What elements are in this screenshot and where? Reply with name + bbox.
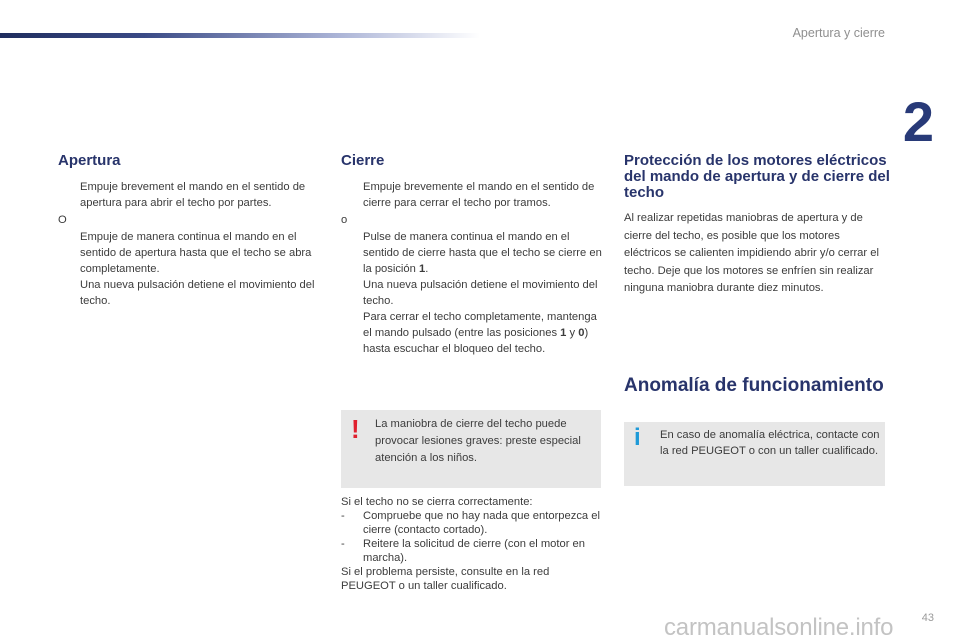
cierre-separator: o	[341, 214, 348, 226]
anomalia-heading: Anomalía de funcionamiento	[624, 375, 884, 396]
cierre-item-3: Para cerrar el techo completamente, mantenga el mando pulsado (entre las posiciones 1 y 0) hasta escuchar el bloqueo del techo.	[363, 311, 597, 355]
anomalia-section	[624, 375, 890, 396]
apertura-separator: O	[58, 214, 67, 226]
cierre-item-2: Pulse de manera continua el mando en el sentido de cierre hasta que el techo se cierre en la posición 1. Una nueva pulsación detiene el movimiento del techo.	[363, 231, 602, 307]
warning-text: La maniobra de cierre del techo puede provocar lesiones graves: preste especial atención a los niños.	[375, 418, 581, 464]
watermark: carmanualsonline.info	[664, 614, 894, 640]
failure-outro: Si el problema persiste, consulte en la red PEUGEOT o un taller cualificado.	[341, 566, 550, 592]
failure-item-2: - Reitere la solicitud de cierre (con el motor en marcha).	[341, 538, 585, 564]
cierre-heading: Cierre	[341, 152, 385, 169]
apertura-heading: Apertura	[58, 152, 121, 169]
proteccion-heading: Protección de los motores eléctricos del mando de apertura y de cierre del techo	[624, 152, 890, 201]
chapter-number: 2	[902, 90, 934, 153]
apertura-item-2: Empuje de manera continua el mando en el sentido de apertura hasta que el techo se abra completamente. Una nueva pulsación detiene el movimiento del techo.	[80, 231, 315, 307]
cierre-column	[341, 153, 605, 357]
failure-intro: Si el techo no se cierra correctamente:	[341, 496, 533, 508]
closing-failure-block	[341, 495, 605, 593]
proteccion-column	[624, 153, 890, 298]
info-box	[624, 422, 885, 486]
apertura-item-1: Empuje brevement el mando en el sentido de apertura para abrir el techo por partes.	[80, 181, 306, 209]
page-number: 43	[921, 612, 934, 624]
header-gradient-bar	[0, 33, 480, 38]
proteccion-text: Al realizar repetidas maniobras de apertura y de cierre del techo, es posible que los motores eléctricos se calienten impidiendo abrir y/o cerrar el techo. Deje que los motores se enfríen sin realizar ninguna maniobra durante diez minutos.	[624, 212, 879, 294]
apertura-column	[58, 153, 328, 309]
failure-item-1: - Compruebe que no hay nada que entorpezca el cierre (contacto cortado).	[341, 510, 600, 536]
cierre-item-1: Empuje brevemente el mando en el sentido de cierre para cerrar el techo por tramos.	[363, 181, 595, 209]
section-title: Apertura y cierre	[792, 26, 885, 40]
warning-icon: !	[351, 414, 360, 444]
info-text: En caso de anomalía eléctrica, contacte con la red PEUGEOT o con un taller cualificado.	[660, 429, 880, 457]
warning-box	[341, 410, 601, 488]
info-icon: i	[634, 424, 641, 451]
